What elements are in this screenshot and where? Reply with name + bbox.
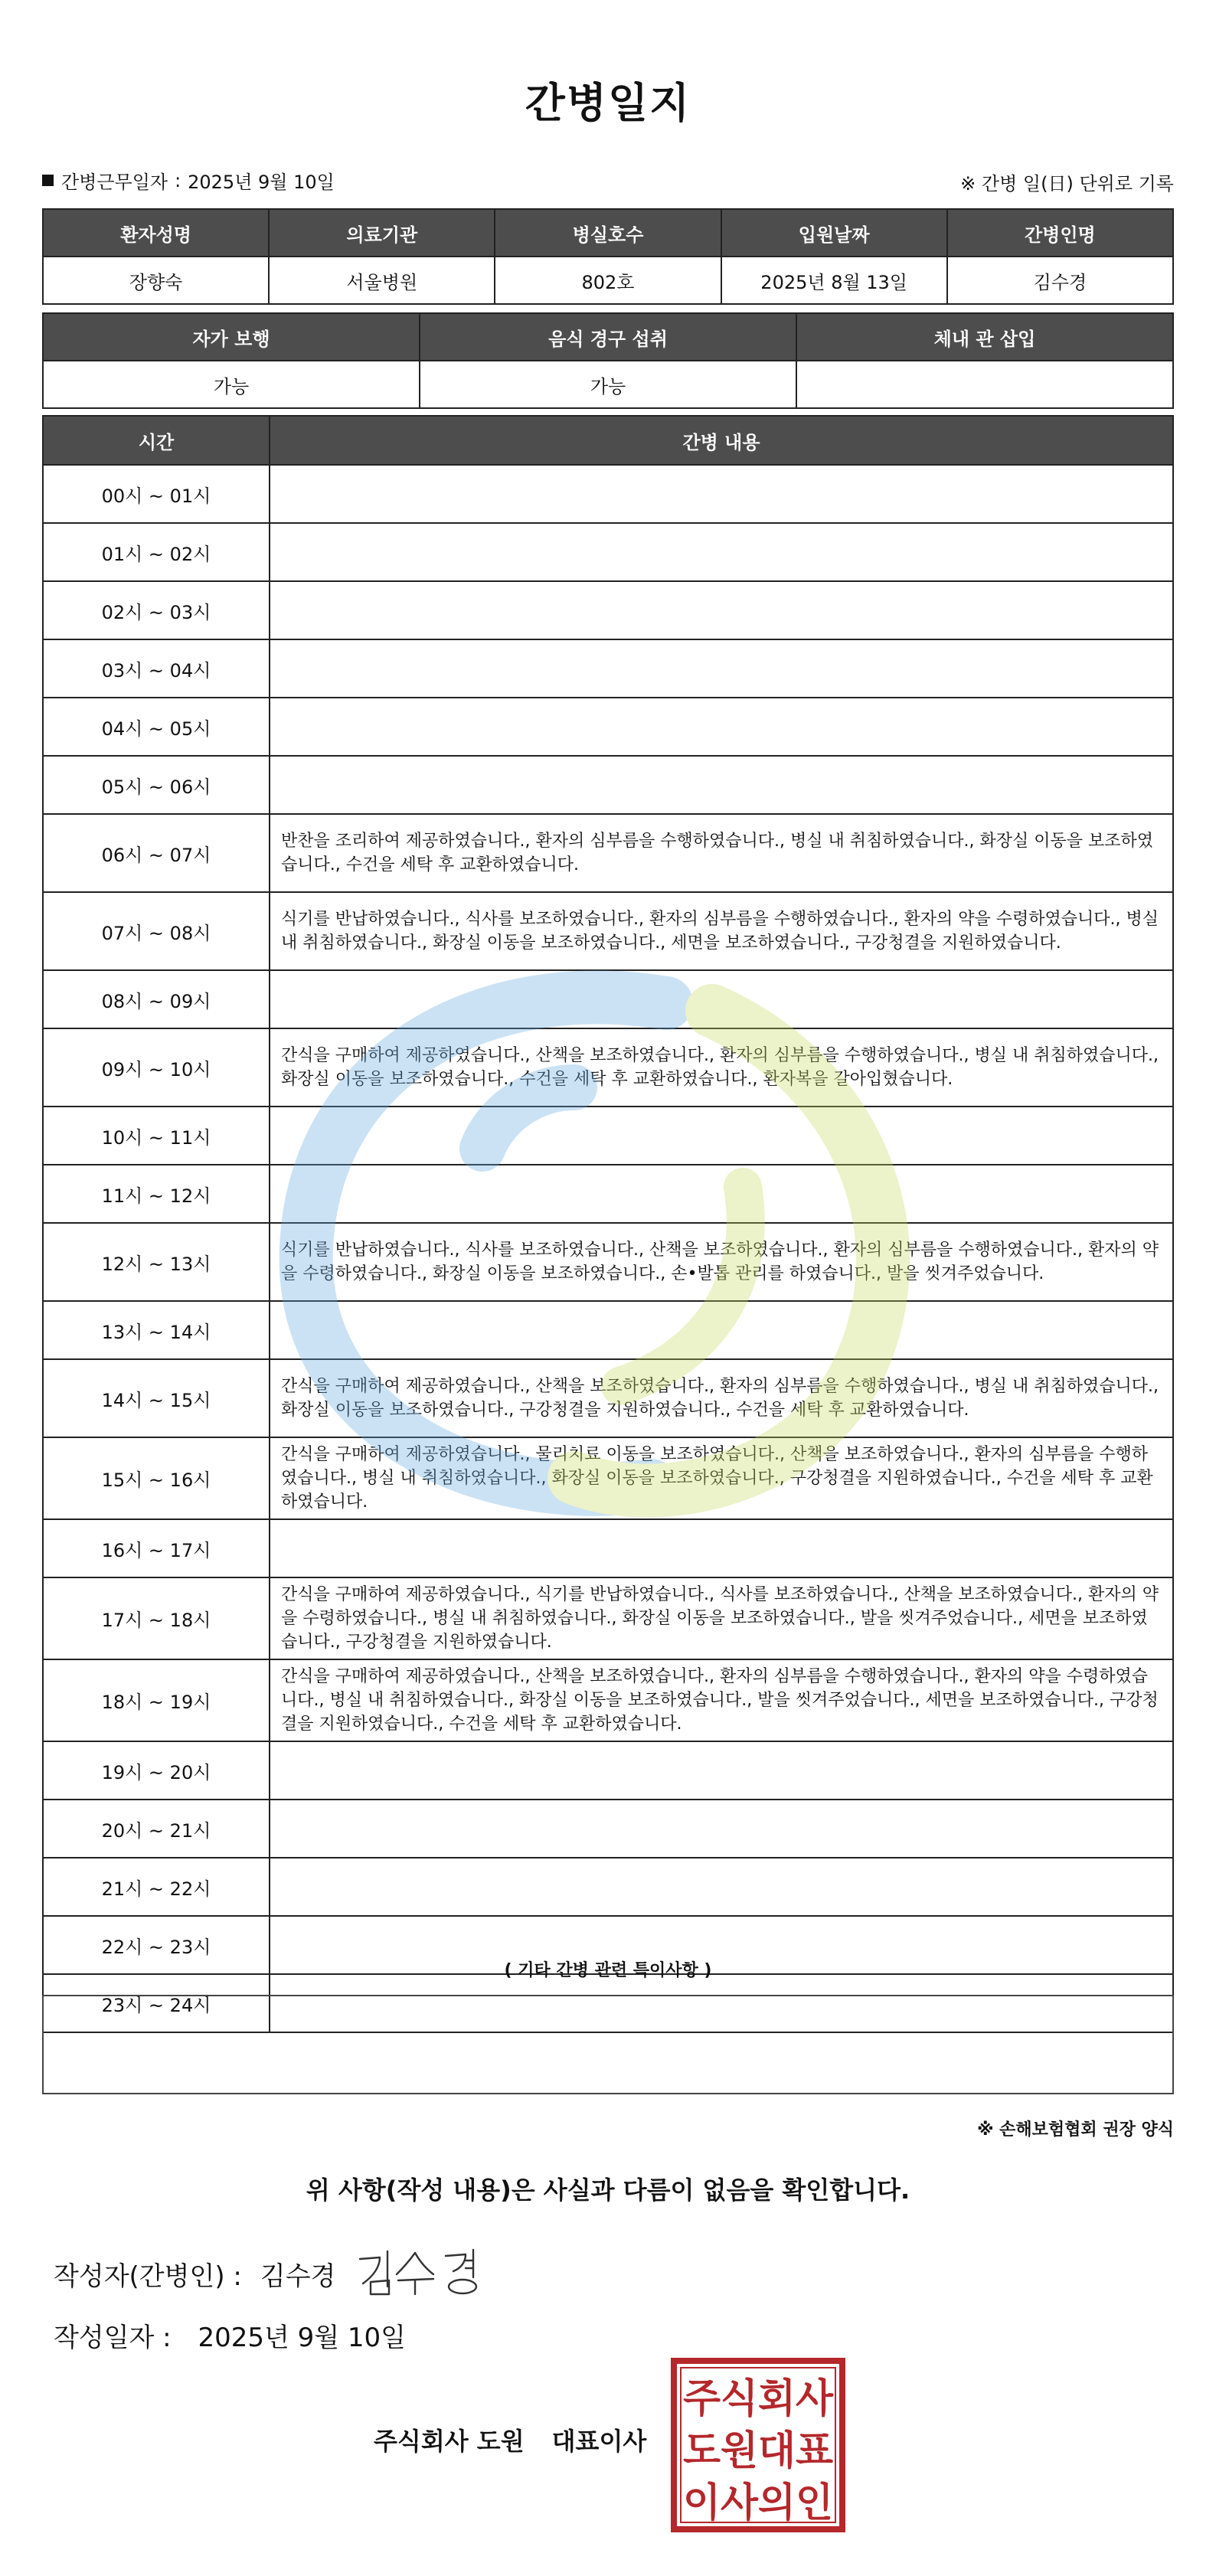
care-content-cell <box>270 1107 1173 1165</box>
care-log-row <box>43 1741 1173 1800</box>
time-slot-cell: 05시 ~ 06시 <box>43 756 270 814</box>
care-content-cell <box>270 756 1173 814</box>
header-admission-date: 입원날짜 <box>721 209 947 257</box>
care-log-row <box>43 756 1173 814</box>
writer-name: 김수경 <box>260 2261 336 2292</box>
care-content-cell: 간식을 구매하여 제공하였습니다., 산책을 보조하였습니다., 환자의 심부름을 수행하였습니다., 환자의 약을 수령하였습니다., 병실 내 취침하였습니다., 화장실 이동을 보조하였습니다., 발을 씻겨주었습니다., 세면을 보조하였습니다., 구강청결을 지원하였습니다., 수건을 세탁 후 교환하였습니다. <box>270 1659 1173 1741</box>
work-date-separator: : <box>175 169 181 191</box>
time-slot-cell: 23시 ~ 24시 <box>43 1974 270 2032</box>
recommend-note: ※ 손해보험협회 권장 양식 <box>977 2120 1174 2140</box>
time-slot-cell: 04시 ~ 05시 <box>43 698 270 756</box>
care-log-row <box>43 1028 1173 1107</box>
care-content-cell <box>270 639 1173 698</box>
care-content-cell <box>270 1741 1173 1800</box>
care-log-row <box>43 970 1173 1028</box>
time-slot-cell: 14시 ~ 15시 <box>43 1359 270 1437</box>
care-content-cell: 식기를 반납하였습니다., 식사를 보조하였습니다., 산책을 보조하였습니다., 환자의 심부름을 수행하였습니다., 환자의 약을 수령하였습니다., 화장실 이동을 보조하였습니다., 손•발톱 관리를 하였습니다., 발을 씻겨주었습니다. <box>270 1223 1173 1301</box>
time-slot-cell: 21시 ~ 22시 <box>43 1858 270 1916</box>
work-date-label: 간병근무일자 <box>61 172 168 193</box>
time-slot-cell: 20시 ~ 21시 <box>43 1800 270 1858</box>
care-content-cell <box>270 1800 1173 1858</box>
care-log-row <box>43 639 1173 698</box>
caregiver-name: 김수경 <box>947 257 1173 304</box>
time-slot-cell: 01시 ~ 02시 <box>43 523 270 581</box>
patient-info-value-row <box>43 257 1173 304</box>
care-log-row <box>43 1577 1173 1659</box>
header-care-content: 간병 내용 <box>270 416 1173 465</box>
care-content-cell <box>270 581 1173 639</box>
care-content-cell: 간식을 구매하여 제공하였습니다., 식기를 반납하였습니다., 식사를 보조하였습니다., 산책을 보조하였습니다., 환자의 약을 수령하였습니다., 병실 내 취침하였습니다., 화장실 이동을 보조하였습니다., 발을 씻겨주었습니다., 세면을 보조하였습니다., 구강청결을 지원하였습니다. <box>270 1577 1173 1659</box>
care-log-row <box>43 1800 1173 1858</box>
ability-value-row <box>43 361 1173 408</box>
header-caregiver-name: 간병인명 <box>947 209 1173 257</box>
care-content-cell: 간식을 구매하여 제공하였습니다., 산책을 보조하였습니다., 환자의 심부름을 수행하였습니다., 병실 내 취침하였습니다., 화장실 이동을 보조하였습니다., 구강청결을 지원하였습니다., 수건을 세탁 후 교환하였습니다. <box>270 1359 1173 1437</box>
work-date-line <box>42 167 335 194</box>
care-content-cell <box>270 1301 1173 1359</box>
care-content-cell <box>270 698 1173 756</box>
time-slot-cell: 10시 ~ 11시 <box>43 1107 270 1165</box>
company-line <box>374 2422 646 2457</box>
confirm-statement: 위 사항(작성 내용)은 사실과 다름이 없음을 확인합니다. <box>306 2176 910 2205</box>
self-walking-value: 가능 <box>43 361 420 408</box>
oral-intake-value: 가능 <box>420 361 796 408</box>
room-number: 802호 <box>495 257 721 304</box>
svg-text:주식회사: 주식회사 <box>683 2376 834 2422</box>
care-content-cell <box>270 970 1173 1028</box>
document-title: 간병일지 <box>525 79 691 127</box>
time-slot-cell: 17시 ~ 18시 <box>43 1577 270 1659</box>
care-log-row <box>43 1359 1173 1437</box>
care-content-cell <box>270 465 1173 523</box>
header-room-number: 병실호수 <box>495 209 721 257</box>
care-log-row <box>43 465 1173 523</box>
care-log-header-row <box>43 416 1173 465</box>
time-slot-cell: 00시 ~ 01시 <box>43 465 270 523</box>
other-notes-title: ( 기타 간병 관련 특이사항 ) <box>504 1961 712 1980</box>
time-slot-cell: 09시 ~ 10시 <box>43 1028 270 1107</box>
care-content-cell <box>270 523 1173 581</box>
time-slot-cell: 06시 ~ 07시 <box>43 814 270 892</box>
time-slot-cell: 03시 ~ 04시 <box>43 639 270 698</box>
tube-insertion-value <box>796 361 1173 408</box>
company-name: 주식회사 도원 <box>374 2427 525 2456</box>
written-date-line <box>54 2316 406 2354</box>
care-log-row <box>43 1301 1173 1359</box>
svg-text:도원대표: 도원대표 <box>683 2428 833 2474</box>
care-log-row <box>43 1659 1173 1741</box>
written-date-value: 2025년 9월 10일 <box>198 2323 407 2353</box>
handwritten-signature <box>354 2244 492 2297</box>
ability-table <box>42 312 1174 409</box>
admission-date: 2025년 8월 13일 <box>721 257 947 304</box>
care-content-cell <box>270 1858 1173 1916</box>
care-log-row <box>43 1437 1173 1519</box>
work-date-value: 2025년 9월 10일 <box>188 172 335 193</box>
care-log-row <box>43 1223 1173 1301</box>
care-log-row <box>43 523 1173 581</box>
care-log-row <box>43 1858 1173 1916</box>
care-log-row <box>43 581 1173 639</box>
care-log-row <box>43 814 1173 892</box>
care-content-cell: 반찬을 조리하여 제공하였습니다., 환자의 심부름을 수행하였습니다., 병실 내 취침하였습니다., 화장실 이동을 보조하였습니다., 수건을 세탁 후 교환하였습니다. <box>270 814 1173 892</box>
time-slot-cell: 18시 ~ 19시 <box>43 1659 270 1741</box>
company-seal-stamp <box>670 2357 846 2533</box>
writer-line <box>54 2255 335 2293</box>
ability-header-row <box>43 313 1173 361</box>
care-log-row <box>43 698 1173 756</box>
written-date-label: 작성일자 : <box>54 2323 172 2353</box>
care-content-cell <box>270 1165 1173 1223</box>
other-notes-box <box>42 1995 1174 2094</box>
time-slot-cell: 02시 ~ 03시 <box>43 581 270 639</box>
time-slot-cell: 11시 ~ 12시 <box>43 1165 270 1223</box>
svg-text:이사의인: 이사의인 <box>683 2480 833 2526</box>
header-self-walking: 자가 보행 <box>43 313 420 361</box>
hospital-name: 서울병원 <box>269 257 495 304</box>
care-log-row <box>43 1165 1173 1223</box>
time-slot-cell: 12시 ~ 13시 <box>43 1223 270 1301</box>
time-slot-cell: 16시 ~ 17시 <box>43 1519 270 1577</box>
patient-name: 장향숙 <box>43 257 269 304</box>
patient-info-header-row <box>43 209 1173 257</box>
time-slot-cell: 08시 ~ 09시 <box>43 970 270 1028</box>
header-hospital: 의료기관 <box>269 209 495 257</box>
time-slot-cell: 19시 ~ 20시 <box>43 1741 270 1800</box>
care-content-cell <box>270 1519 1173 1577</box>
care-content-cell: 간식을 구매하여 제공하였습니다., 물리치료 이동을 보조하였습니다., 산책을 보조하였습니다., 환자의 심부름을 수행하였습니다., 병실 내 취침하였습니다., 화장실 이동을 보조하였습니다., 구강청결을 지원하였습니다., 수건을 세탁 후 교환하였습니다. <box>270 1437 1173 1519</box>
time-slot-cell: 15시 ~ 16시 <box>43 1437 270 1519</box>
time-slot-cell: 13시 ~ 14시 <box>43 1301 270 1359</box>
time-slot-cell: 07시 ~ 08시 <box>43 892 270 970</box>
care-log-row <box>43 1519 1173 1577</box>
representative-title: 대표이사 <box>551 2427 647 2456</box>
patient-info-table <box>42 208 1174 305</box>
care-content-cell: 식기를 반납하였습니다., 식사를 보조하였습니다., 환자의 심부름을 수행하였습니다., 환자의 약을 수령하였습니다., 병실 내 취침하였습니다., 화장실 이동을 보조하였습니다., 세면을 보조하였습니다., 구강청결을 지원하였습니다. <box>270 892 1173 970</box>
care-log-row <box>43 1107 1173 1165</box>
header-time: 시간 <box>43 416 270 465</box>
care-log-row <box>43 892 1173 970</box>
header-tube-insertion: 체내 관 삽입 <box>796 313 1173 361</box>
header-patient-name: 환자성명 <box>43 209 269 257</box>
writer-label: 작성자(간병인) : <box>54 2261 242 2292</box>
bullet-square-icon <box>42 175 54 186</box>
care-log-table <box>42 415 1174 2033</box>
time-slot-cell: 22시 ~ 23시 <box>43 1916 270 1974</box>
unit-note: ※ 간병 일(日) 단위로 기록 <box>960 173 1174 195</box>
header-oral-intake: 음식 경구 섭취 <box>420 313 796 361</box>
care-content-cell: 간식을 구매하여 제공하였습니다., 산책을 보조하였습니다., 환자의 심부름을 수행하였습니다., 병실 내 취침하였습니다., 화장실 이동을 보조하였습니다., 수건을 세탁 후 교환하였습니다., 환자복을 갈아입혔습니다. <box>270 1028 1173 1107</box>
